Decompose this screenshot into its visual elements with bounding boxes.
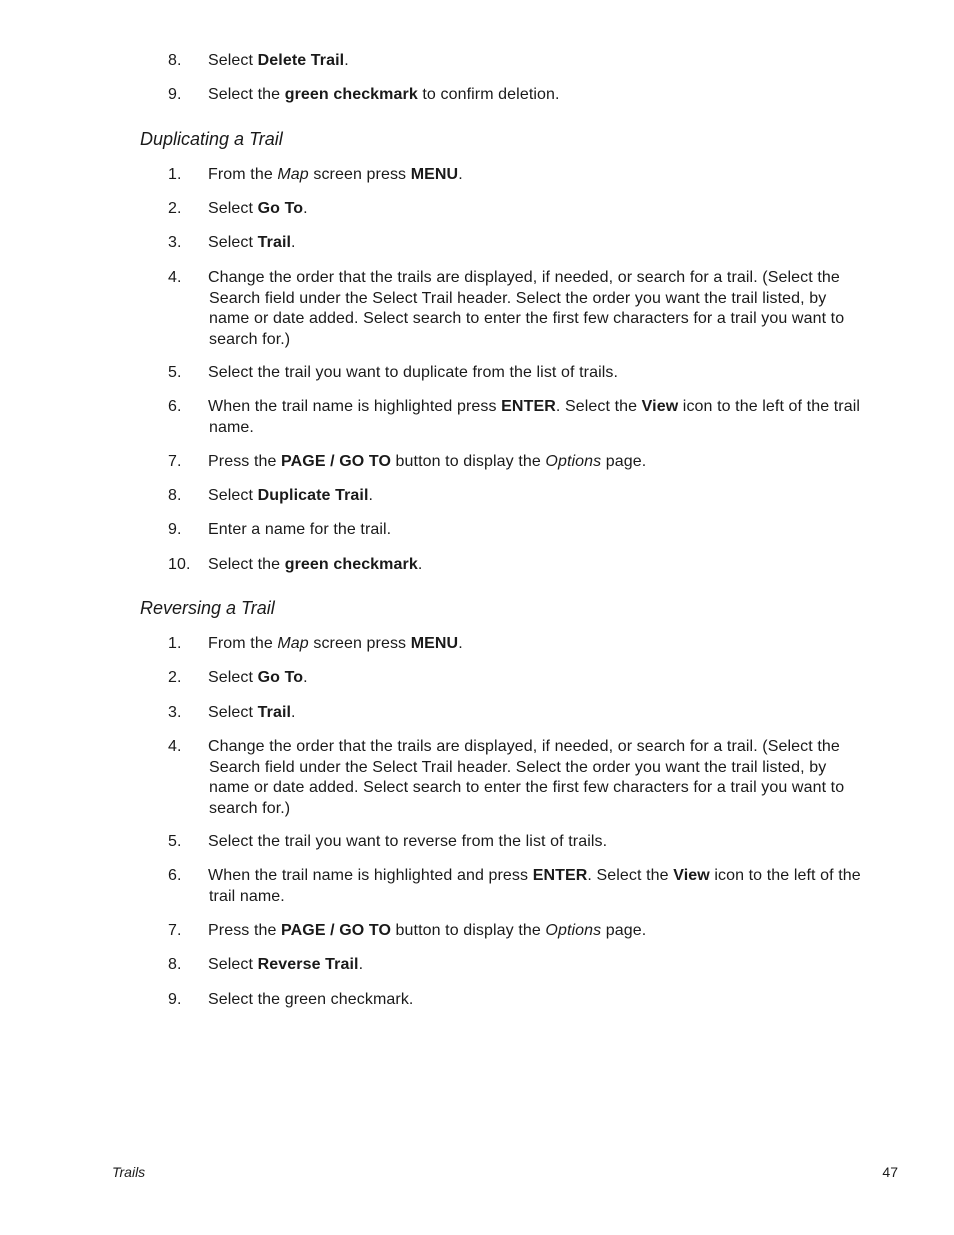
step-text: Select Trail. [208, 704, 296, 721]
dup-step-7 [168, 452, 894, 473]
step-number: 4. [168, 269, 182, 286]
step-text: Select the trail you want to reverse from the list of trails. [208, 833, 608, 850]
dup-step-3 [168, 233, 894, 254]
step-text: Select Go To. [208, 669, 308, 686]
step-text: Enter a name for the trail. [208, 521, 392, 538]
step-text: From the Map screen press MENU. [208, 635, 463, 652]
rev-step-7 [168, 921, 894, 942]
step-text: Select Duplicate Trail. [208, 487, 374, 504]
dup-step-5 [168, 363, 894, 384]
step-number: 8. [168, 487, 182, 504]
dup-step-4 [168, 268, 894, 350]
step-text: From the Map screen press MENU. [208, 166, 463, 183]
step-number: 9. [168, 991, 182, 1008]
step-text: Press the PAGE / GO TO button to display the Options page. [208, 922, 647, 939]
dup-step-1 [168, 165, 894, 186]
rev-step-9 [168, 990, 894, 1011]
step-text: Select Go To. [208, 200, 308, 217]
step-number: 7. [168, 922, 182, 939]
step-number: 9. [168, 86, 182, 103]
step-number: 5. [168, 833, 182, 850]
dup-step-8 [168, 486, 894, 507]
step-number: 9. [168, 521, 182, 538]
rev-step-3 [168, 703, 894, 724]
step-text: Select Delete Trail. [208, 52, 349, 69]
step-text: Select the green checkmark. [208, 991, 414, 1008]
rev-step-5 [168, 832, 894, 853]
step-text: Press the PAGE / GO TO button to display the Options page. [208, 453, 647, 470]
step-number: 6. [168, 398, 182, 415]
rev-step-2 [168, 668, 894, 689]
step-number: 3. [168, 704, 182, 721]
step-number: 8. [168, 52, 182, 69]
step-number: 1. [168, 635, 182, 652]
step-number: 4. [168, 738, 182, 755]
rev-step-6 [168, 866, 894, 907]
step-number: 3. [168, 234, 182, 251]
step-number: 10. [168, 556, 191, 573]
top-step-8 [168, 51, 894, 72]
step-text: Select the trail you want to duplicate from the list of trails. [208, 364, 619, 381]
step-number: 1. [168, 166, 182, 183]
step-number: 2. [168, 200, 182, 217]
step-text: When the trail name is highlighted press ENTER. Select the View icon to the left of the trail name. [208, 398, 861, 436]
dup-step-2 [168, 199, 894, 220]
rev-step-8 [168, 955, 894, 976]
step-text: Select the green checkmark to confirm deletion. [208, 86, 560, 103]
section-heading-duplicating: Duplicating a Trail [140, 129, 283, 149]
step-text: When the trail name is highlighted and press ENTER. Select the View icon to the left of the trail name. [208, 867, 861, 905]
step-text: Change the order that the trails are displayed, if needed, or search for a trail. (Select the Search field under the Select Trail header. Select the order you want the trail listed, by name or date added. Select search to enter the first few characters for a trail you want to search for.) [208, 269, 845, 348]
dup-step-9 [168, 520, 894, 541]
step-text: Change the order that the trails are displayed, if needed, or search for a trail. (Select the Search field under the Select Trail header. Select the order you want the trail listed, by name or date added. Select search to enter the first few characters for a trail you want to search for.) [208, 738, 845, 817]
dup-step-10 [168, 555, 894, 576]
step-text: Select Reverse Trail. [208, 956, 364, 973]
step-text: Select the green checkmark. [208, 556, 423, 573]
step-number: 6. [168, 867, 182, 884]
step-number: 2. [168, 669, 182, 686]
dup-step-6 [168, 397, 894, 438]
footer-section-title: Trails [112, 1164, 146, 1180]
top-step-9 [168, 85, 894, 106]
step-text: Select Trail. [208, 234, 296, 251]
step-number: 5. [168, 364, 182, 381]
section-heading-reversing: Reversing a Trail [140, 598, 275, 618]
rev-step-1 [168, 634, 894, 655]
step-number: 7. [168, 453, 182, 470]
footer-page-number: 47 [882, 1164, 898, 1180]
rev-step-4 [168, 737, 894, 819]
step-number: 8. [168, 956, 182, 973]
